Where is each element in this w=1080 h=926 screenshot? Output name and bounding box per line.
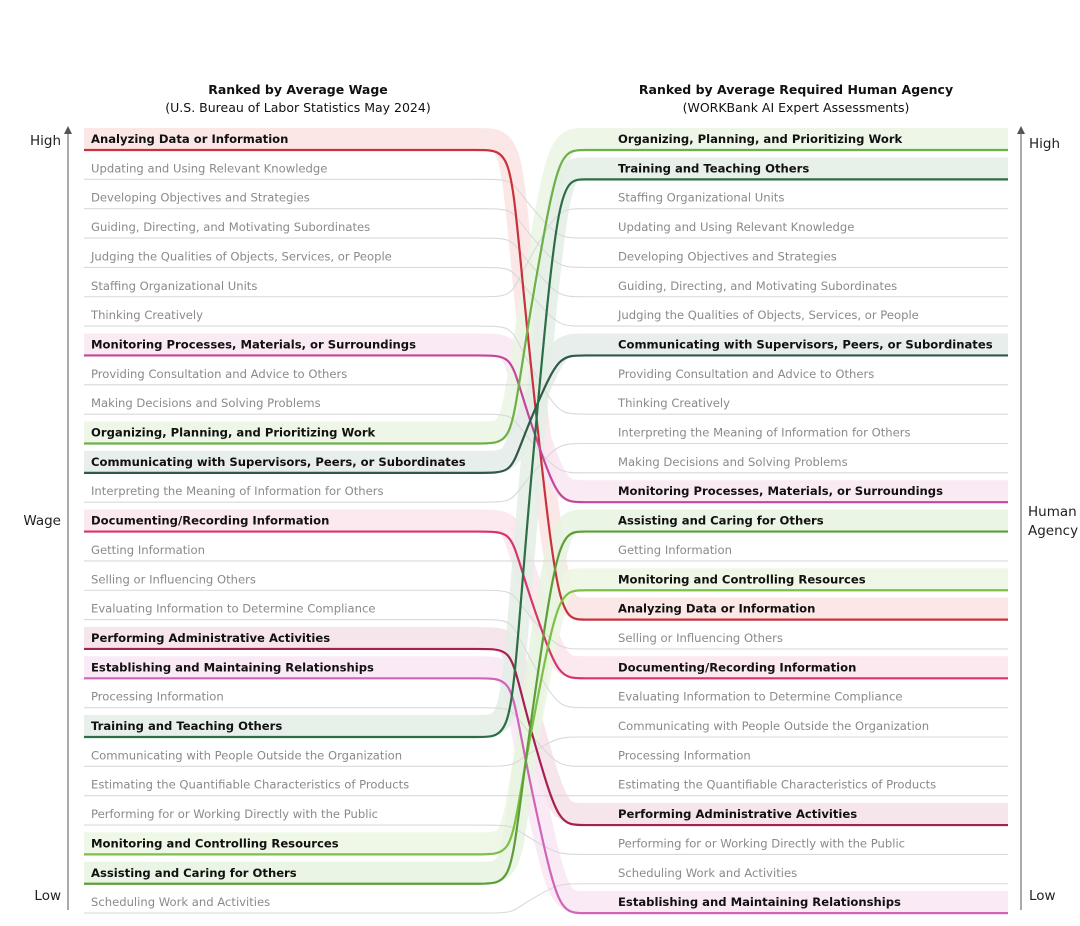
right-label-providing-consultation-and-advice-to-others: Providing Consultation and Advice to Others xyxy=(618,366,875,381)
right-label-making-decisions-and-solving-problems: Making Decisions and Solving Problems xyxy=(618,454,848,469)
left-label-evaluating-information-to-determine-compliance: Evaluating Information to Determine Compliance xyxy=(91,601,376,616)
right-axis-low: Low xyxy=(1029,888,1056,904)
left-axis-arrow-icon xyxy=(64,126,72,134)
right-label-selling-or-influencing-others: Selling or Influencing Others xyxy=(618,630,783,645)
left-axis-high: High xyxy=(29,133,61,149)
left-label-assisting-and-caring-for-others: Assisting and Caring for Others xyxy=(91,865,297,880)
right-label-organizing-planning-and-prioritizing-work: Organizing, Planning, and Prioritizing Work xyxy=(618,132,903,146)
left-label-getting-information: Getting Information xyxy=(91,542,205,557)
left-title: Ranked by Average Wage xyxy=(208,82,388,97)
left-label-training-and-teaching-others: Training and Teaching Others xyxy=(91,719,283,733)
left-axis-mid: Wage xyxy=(23,513,61,529)
right-title: Ranked by Average Required Human Agency xyxy=(638,82,954,97)
right-label-staffing-organizational-units: Staffing Organizational Units xyxy=(618,190,785,205)
left-label-judging-the-qualities-of-objects-services-or-people: Judging the Qualities of Objects, Services, or People xyxy=(91,249,392,264)
right-label-guiding-directing-and-motivating-subordinates: Guiding, Directing, and Motivating Subordinates xyxy=(618,278,898,293)
right-label-scheduling-work-and-activities: Scheduling Work and Activities xyxy=(618,865,798,880)
right-label-assisting-and-caring-for-others: Assisting and Caring for Others xyxy=(618,513,824,528)
right-label-communicating-with-supervisors-peers-or-subordinates: Communicating with Supervisors, Peers, or Subordinates xyxy=(618,337,993,352)
left-label-monitoring-and-controlling-resources: Monitoring and Controlling Resources xyxy=(91,836,339,851)
left-label-selling-or-influencing-others: Selling or Influencing Others xyxy=(91,572,256,587)
right-label-documenting-recording-information: Documenting/Recording Information xyxy=(618,660,857,675)
left-label-monitoring-processes-materials-or-surroundings: Monitoring Processes, Materials, or Surroundings xyxy=(91,337,416,352)
right-label-training-and-teaching-others: Training and Teaching Others xyxy=(618,161,810,176)
right-label-developing-objectives-and-strategies: Developing Objectives and Strategies xyxy=(618,249,837,264)
left-label-performing-administrative-activities: Performing Administrative Activities xyxy=(91,630,331,645)
right-axis-high: High xyxy=(1029,136,1061,152)
right-label-estimating-the-quantifiable-characteristics-of-products: Estimating the Quantifiable Characteristics of Products xyxy=(618,777,937,792)
right-label-monitoring-and-controlling-resources: Monitoring and Controlling Resources xyxy=(618,572,866,587)
left-label-scheduling-work-and-activities: Scheduling Work and Activities xyxy=(91,895,271,910)
left-label-estimating-the-quantifiable-characteristics-of-products: Estimating the Quantifiable Characteristics of Products xyxy=(91,777,410,792)
left-label-documenting-recording-information: Documenting/Recording Information xyxy=(91,513,330,528)
right-axis-mid-2: Agency xyxy=(1028,523,1079,539)
left-label-interpreting-the-meaning-of-information-for-others: Interpreting the Meaning of Information for Others xyxy=(91,484,384,499)
left-label-updating-and-using-relevant-knowledge: Updating and Using Relevant Knowledge xyxy=(91,161,328,176)
right-label-getting-information: Getting Information xyxy=(618,542,732,557)
right-label-analyzing-data-or-information: Analyzing Data or Information xyxy=(618,601,816,616)
right-label-performing-for-or-working-directly-with-the-public: Performing for or Working Directly with the Public xyxy=(618,836,906,851)
left-label-developing-objectives-and-strategies: Developing Objectives and Strategies xyxy=(91,190,310,205)
left-label-processing-information: Processing Information xyxy=(91,689,224,704)
right-axis-arrow-icon xyxy=(1017,126,1025,134)
right-label-updating-and-using-relevant-knowledge: Updating and Using Relevant Knowledge xyxy=(618,220,855,235)
left-label-communicating-with-supervisors-peers-or-subordinates: Communicating with Supervisors, Peers, or Subordinates xyxy=(91,454,466,469)
right-label-establishing-and-maintaining-relationships: Establishing and Maintaining Relationships xyxy=(618,895,901,910)
right-label-monitoring-processes-materials-or-surroundings: Monitoring Processes, Materials, or Surroundings xyxy=(618,484,943,499)
left-label-analyzing-data-or-information: Analyzing Data or Information xyxy=(91,132,289,146)
left-axis-low: Low xyxy=(34,888,61,904)
left-label-thinking-creatively: Thinking Creatively xyxy=(91,308,204,323)
left-label-establishing-and-maintaining-relationships: Establishing and Maintaining Relationships xyxy=(91,660,374,675)
right-axis-mid-1: Human xyxy=(1028,504,1077,520)
left-label-providing-consultation-and-advice-to-others: Providing Consultation and Advice to Others xyxy=(91,366,348,381)
left-label-guiding-directing-and-motivating-subordinates: Guiding, Directing, and Motivating Subordinates xyxy=(91,220,371,235)
right-label-thinking-creatively: Thinking Creatively xyxy=(618,396,731,411)
right-label-interpreting-the-meaning-of-information-for-others: Interpreting the Meaning of Information for Others xyxy=(618,425,911,440)
right-label-judging-the-qualities-of-objects-services-or-people: Judging the Qualities of Objects, Services, or People xyxy=(618,308,919,323)
left-label-organizing-planning-and-prioritizing-work: Organizing, Planning, and Prioritizing Work xyxy=(91,425,376,440)
right-label-performing-administrative-activities: Performing Administrative Activities xyxy=(618,807,858,822)
left-label-staffing-organizational-units: Staffing Organizational Units xyxy=(91,278,258,293)
left-label-making-decisions-and-solving-problems: Making Decisions and Solving Problems xyxy=(91,396,321,411)
left-label-performing-for-or-working-directly-with-the-public: Performing for or Working Directly with the Public xyxy=(91,807,379,822)
right-subtitle: (WORKBank AI Expert Assessments) xyxy=(682,100,910,115)
left-label-communicating-with-people-outside-the-organization: Communicating with People Outside the Organization xyxy=(91,748,403,763)
right-label-processing-information: Processing Information xyxy=(618,748,751,763)
right-label-evaluating-information-to-determine-compliance: Evaluating Information to Determine Compliance xyxy=(618,689,903,704)
right-label-communicating-with-people-outside-the-organization: Communicating with People Outside the Organization xyxy=(618,719,930,733)
left-subtitle: (U.S. Bureau of Labor Statistics May 2024) xyxy=(165,100,431,115)
